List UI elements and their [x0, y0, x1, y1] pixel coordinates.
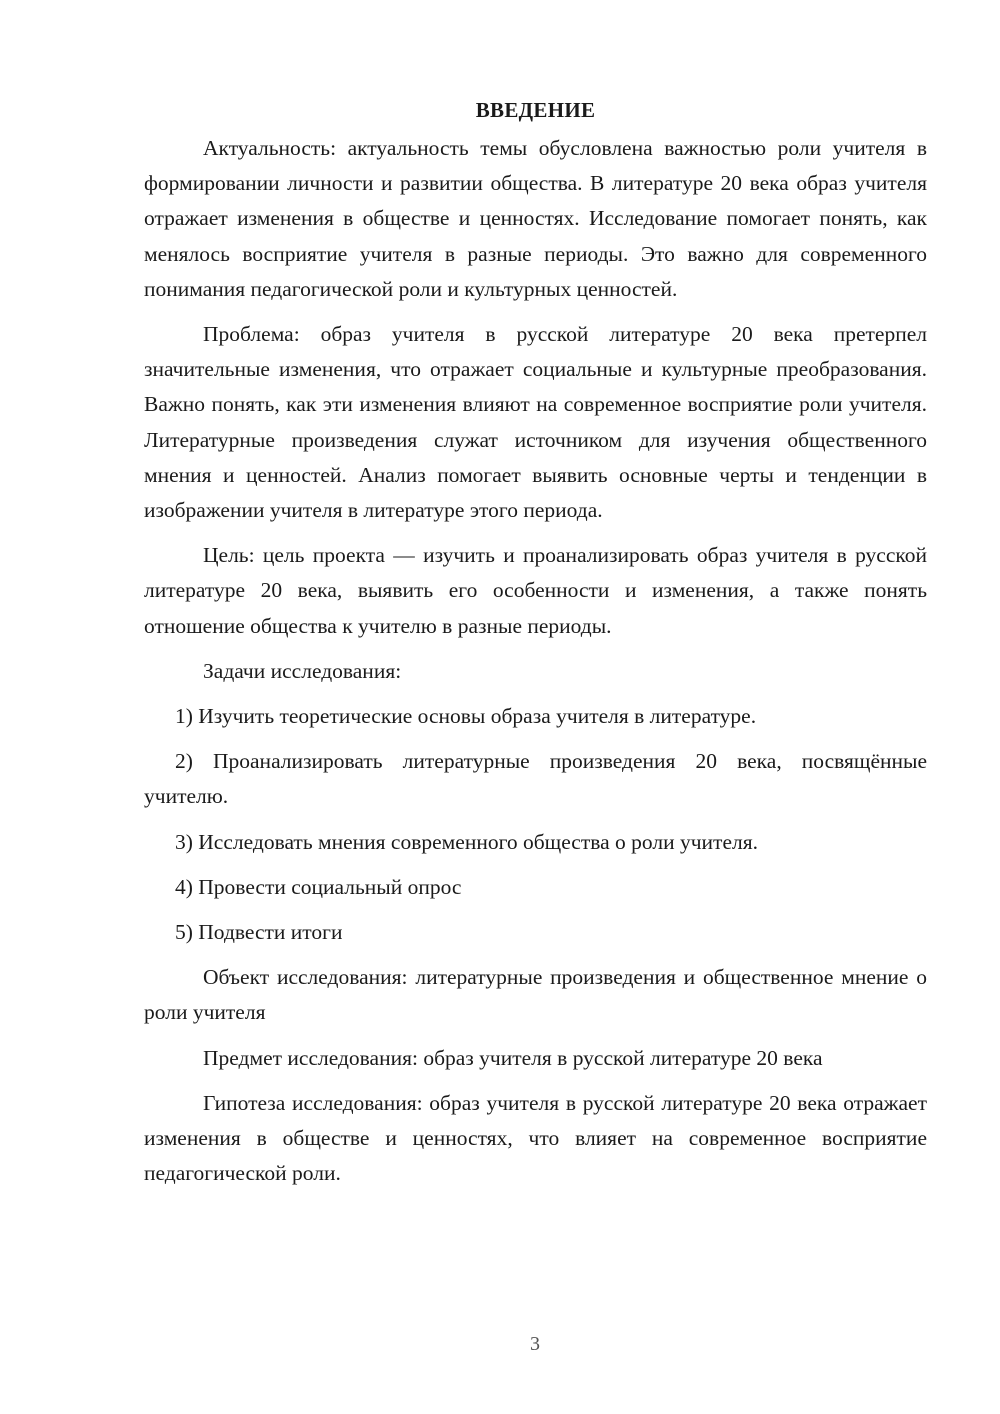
- paragraph-problem: Проблема: образ учителя в русской литературе 20 века претерпел значительные изменения, что отражает социальные и культурные преобразования. Важно понять, как эти изменения влияют на современное восприятие роли учителя. Литературные произведения служат источником для изучения общественного мнения и ценностей. Анализ помогает выявить основные черты и тенденции в изображении учителя в литературе этого периода.: [144, 322, 927, 523]
- task-item-4: 4) Провести социальный опрос: [175, 874, 462, 899]
- task-item-3: 3) Исследовать мнения современного общества о роли учителя.: [175, 829, 758, 854]
- section-title: ВВЕДЕНИЕ: [475, 98, 596, 122]
- page-content: [144, 95, 927, 1201]
- task-item-2: 2) Проанализировать литературные произведения 20 века, посвящённые учителю.: [144, 749, 927, 809]
- paragraph-goal: Цель: цель проекта — изучить и проанализировать образ учителя в русской литературе 20 века, выявить его особенности и изменения, а также понять отношение общества к учителю в разные периоды.: [144, 543, 927, 638]
- paragraph-object: Объект исследования: литературные произведения и общественное мнение о роли учителя: [144, 965, 927, 1025]
- page-number: 3: [530, 1333, 540, 1355]
- task-item-5: 5) Подвести итоги: [175, 920, 343, 945]
- paragraph-subject: Предмет исследования: образ учителя в русской литературе 20 века: [203, 1045, 823, 1070]
- task-item-1: 1) Изучить теоретические основы образа учителя в литературе.: [175, 704, 757, 729]
- paragraph-hypothesis: Гипотеза исследования: образ учителя в русской литературе 20 века отражает изменения в обществе и ценностях, что влияет на современное восприятие педагогической роли.: [144, 1090, 927, 1186]
- tasks-heading: Задачи исследования:: [203, 658, 402, 683]
- paragraph-relevance: Актуальность: актуальность темы обусловлена важностью роли учителя в формировании личности и развитии общества. В литературе 20 века образ учителя отражает изменения в обществе и ценностях. Исследование помогает понять, как менялось восприятие учителя в разные периоды. Это важно для современного понимания педагогической роли и культурных ценностей.: [144, 136, 927, 301]
